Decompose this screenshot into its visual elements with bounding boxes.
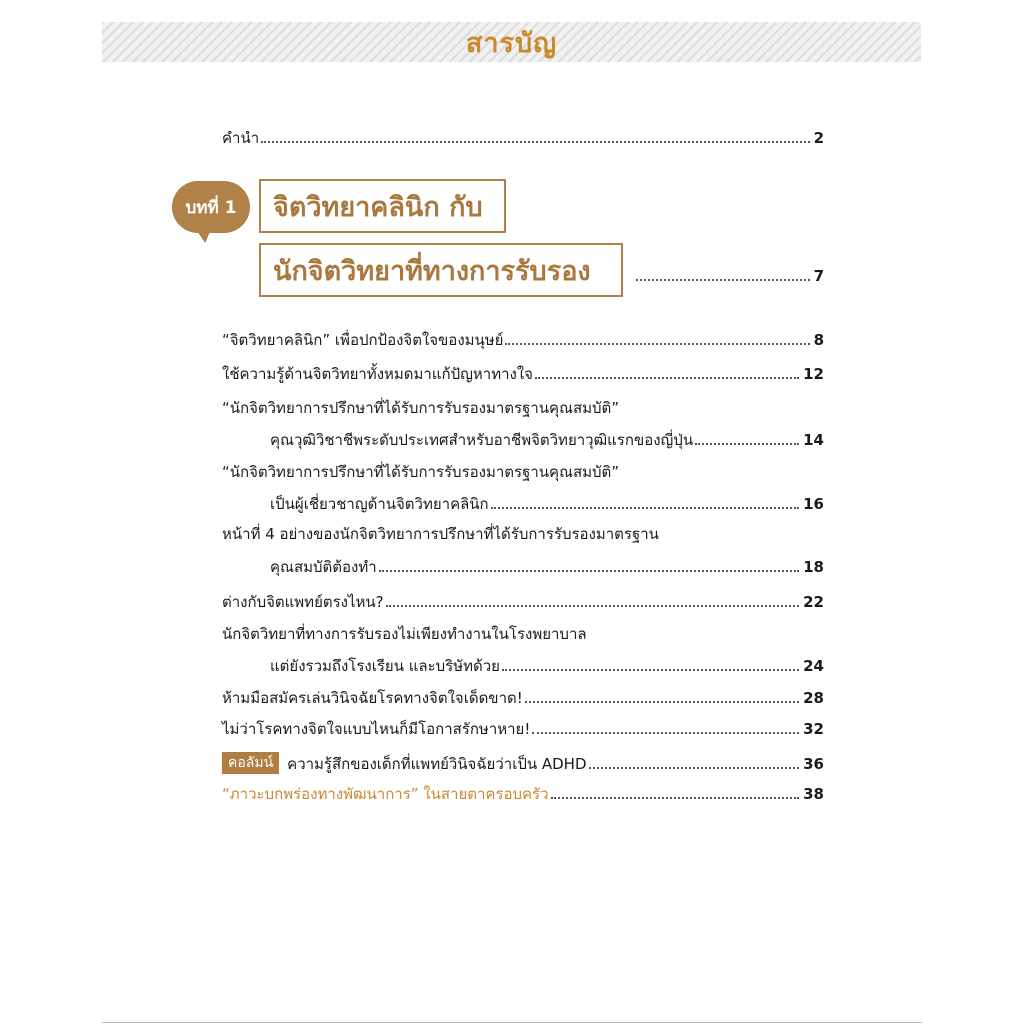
chapter-title-line1 <box>259 179 506 233</box>
page-number: 8 <box>813 331 824 349</box>
chapter-title-line2 <box>259 243 623 297</box>
leader-dots <box>551 797 800 799</box>
toc-entry <box>222 688 824 708</box>
chapter-title-line2-text: นักจิตวิทยาที่ทางการรับรอง <box>273 255 591 287</box>
chapter-page-row <box>634 266 824 286</box>
toc-entry <box>270 494 824 514</box>
toc-title: สารบัญ <box>465 27 558 59</box>
entry-label: ใช้ความรู้ด้านจิตวิทยาทั้งหมดมาแก้ปัญหาทางใจ <box>222 365 533 383</box>
column-tag: คอลัมน์ <box>222 752 279 774</box>
page-number: 14 <box>803 431 824 449</box>
toc-entry <box>222 330 824 350</box>
entry-label: ไม่ว่าโรคทางจิตใจแบบไหนก็มีโอกาสรักษาหาย! <box>222 720 531 738</box>
leader-dots <box>505 343 809 345</box>
page-number: 32 <box>803 720 824 738</box>
entry-label: “ภาวะบกพร่องทางพัฒนาการ” ในสายตาครอบครัว <box>222 785 549 803</box>
toc-header <box>102 22 921 62</box>
leader-dots <box>535 377 799 379</box>
entry-label: คำนำ <box>222 129 260 147</box>
page-number: 28 <box>803 689 824 707</box>
page-number: 24 <box>803 657 824 675</box>
page-number: 7 <box>813 267 824 285</box>
toc-entry <box>222 719 824 739</box>
entry-label: แต่ยังรวมถึงโรงเรียน และบริษัทด้วย <box>270 657 500 675</box>
toc-entry <box>222 364 824 384</box>
toc-entry <box>270 656 824 676</box>
toc-entry-preface <box>222 128 824 148</box>
page-number: 2 <box>813 129 824 147</box>
leader-dots <box>491 507 799 509</box>
leader-dots <box>589 767 800 769</box>
footer-divider <box>102 1022 922 1023</box>
leader-dots <box>379 570 799 572</box>
leader-dots <box>386 605 800 607</box>
entry-label: ความรู้สึกของเด็กที่แพทย์วินิจฉัยว่าเป็น ADHD <box>287 755 587 773</box>
page-number: 22 <box>803 593 824 611</box>
leader-dots <box>636 279 810 281</box>
toc-entry <box>270 557 824 577</box>
chapter-tag-text: บทที่ 1 <box>185 197 237 218</box>
entry-label: ต่างกับจิตแพทย์ตรงไหน? <box>222 593 384 611</box>
entry-line1: “นักจิตวิทยาการปรึกษาที่ได้รับการรับรองมาตรฐานคุณสมบัติ” <box>222 463 620 481</box>
chapter-title-line1-text: จิตวิทยาคลินิก กับ <box>273 191 483 223</box>
page-number: 36 <box>803 755 824 773</box>
entry-label: เป็นผู้เชี่ยวชาญด้านจิตวิทยาคลินิก <box>270 495 489 513</box>
leader-dots <box>695 443 799 445</box>
entry-line1: นักจิตวิทยาที่ทางการรับรองไม่เพียงทำงานในโรงพยาบาล <box>222 625 587 643</box>
toc-entry <box>222 592 824 612</box>
toc-entry-column <box>222 752 824 774</box>
leader-dots <box>532 732 799 734</box>
toc-entry <box>222 784 824 804</box>
page-number: 18 <box>803 558 824 576</box>
leader-dots <box>261 141 809 143</box>
entry-label: คุณวุฒิวิชาชีพระดับประเทศสำหรับอาชีพจิตวิทยาวุฒิแรกของญี่ปุ่น <box>270 431 694 449</box>
leader-dots <box>525 701 799 703</box>
entry-label: “จิตวิทยาคลินิก” เพื่อปกป้องจิตใจของมนุษย์ <box>222 331 504 349</box>
page-number: 38 <box>803 785 824 803</box>
page-number: 16 <box>803 495 824 513</box>
entry-line1: “นักจิตวิทยาการปรึกษาที่ได้รับการรับรองมาตรฐานคุณสมบัติ” <box>222 399 620 417</box>
page-number: 12 <box>803 365 824 383</box>
entry-line1: หน้าที่ 4 อย่างของนักจิตวิทยาการปรึกษาที่ได้รับการรับรองมาตรฐาน <box>222 525 659 543</box>
entry-label: คุณสมบัติต้องทำ <box>270 558 377 576</box>
entry-label: ห้ามมือสมัครเล่นวินิจฉัยโรคทางจิตใจเด็ดขาด! <box>222 689 523 707</box>
leader-dots <box>502 669 799 671</box>
toc-entry <box>270 430 824 450</box>
